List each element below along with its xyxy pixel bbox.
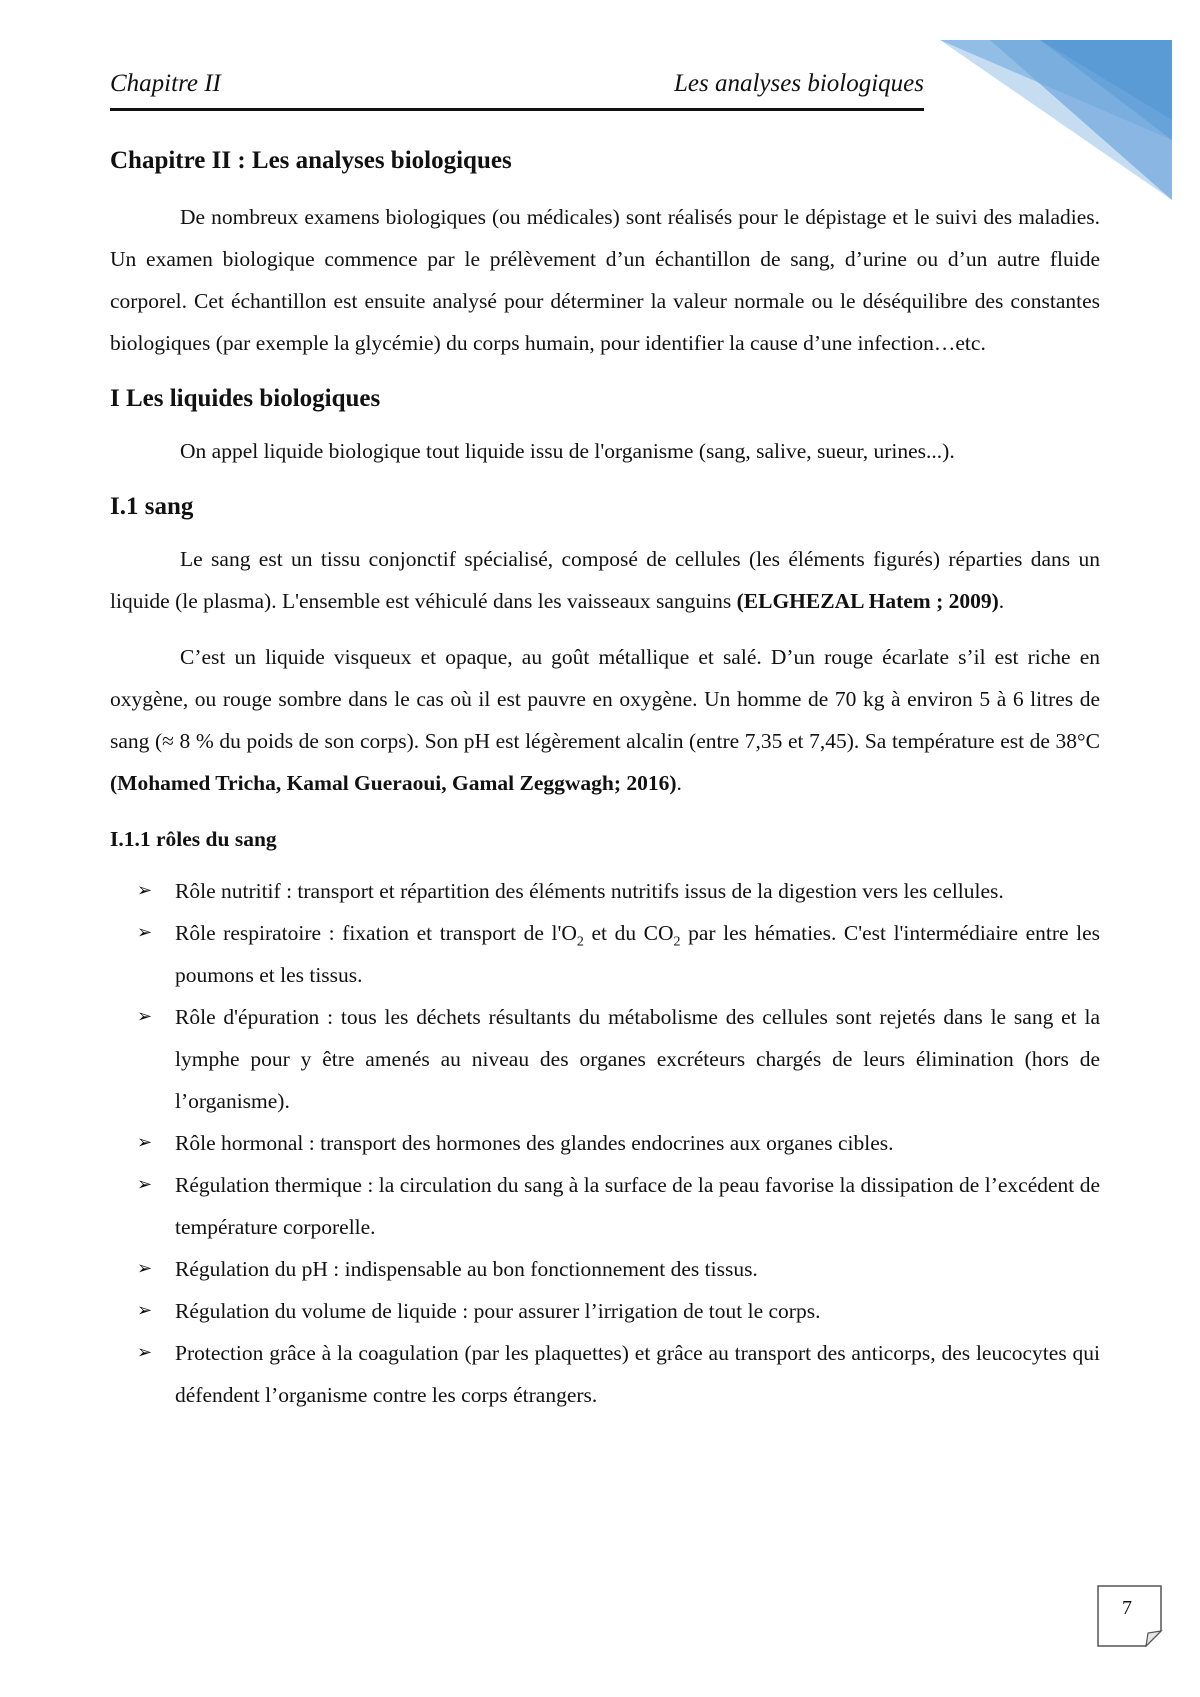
sang-p1-reference: (ELGHEZAL Hatem ; 2009): [736, 589, 999, 613]
intro-paragraph: De nombreux examens biologiques (ou médicales) sont réalisés pour le dépistage et le suivi des maladies. Un examen biologique commence par le prélèvement d’un échantillon de sang, d’urine ou d’un autre fluide corporel. Cet échantillon est ensuite analysé pour déterminer la valeur normale ou le déséquilibre des constantes biologiques (par exemple la glycémie) du corps humain, pour identifier la cause d’une infection…etc.: [110, 205, 1100, 355]
subscript: 2: [673, 934, 681, 950]
header-chapter: Chapitre II: [110, 70, 221, 97]
page-number: 7: [1122, 1597, 1132, 1619]
header-title: Les analyses biologiques: [674, 70, 924, 97]
list-item-text: par les hématies. C'est l'intermédiaire entre les poumons et les tissus.: [175, 921, 1101, 987]
arrow-bullet-icon: ➢: [137, 880, 153, 901]
sang-p1-end: .: [998, 589, 1005, 613]
arrow-bullet-icon: ➢: [137, 1258, 153, 1279]
list-item-text: Rôle respiratoire : fixation et transport de l'O: [175, 921, 577, 945]
arrow-bullet-icon: ➢: [137, 1342, 153, 1363]
roles-list: [110, 870, 1100, 1416]
sang-p2-reference: (Mohamed Tricha, Kamal Gueraoui, Gamal Zeggwagh; 2016): [110, 771, 677, 795]
list-item: [110, 1248, 1100, 1290]
list-item: [110, 870, 1100, 912]
list-item: [110, 1122, 1100, 1164]
subsection-heading-roles: I.1.1 rôles du sang: [110, 827, 277, 851]
list-item-text: Rôle d'épuration : tous les déchets résultants du métabolisme des cellules sont rejetés dans le sang et la lymphe pour y être amenés au niveau des organes excréteurs chargés de leurs élimination (hors de l’organisme).: [175, 1005, 1100, 1113]
list-item-text: Protection grâce à la coagulation (par les plaquettes) et grâce au transport des anticorps, des leucocytes qui défendent l’organisme contre les corps étrangers.: [175, 1341, 1100, 1407]
list-item-text: Régulation du pH : indispensable au bon fonctionnement des tissus.: [175, 1257, 758, 1281]
list-item: [110, 1164, 1100, 1248]
liquides-paragraph: On appel liquide biologique tout liquide issu de l'organisme (sang, salive, sueur, urines...).: [180, 439, 955, 463]
list-item: [110, 1332, 1100, 1416]
section-heading-sang: I.1 sang: [110, 493, 194, 520]
sang-p1-text: Le sang est un tissu conjonctif spécialisé, composé de cellules (les éléments figurés) réparties dans un liquide (le plasma). L'ensemble est véhiculé dans les vaisseaux sanguins: [110, 547, 1100, 613]
list-item-text: Régulation thermique : la circulation du sang à la surface de la peau favorise la dissipation de l’excédent de température corporelle.: [175, 1173, 1100, 1239]
arrow-bullet-icon: ➢: [137, 1300, 153, 1321]
sang-paragraph-2: [110, 636, 1100, 804]
sang-p2-text: C’est un liquide visqueux et opaque, au goût métallique et salé. D’un rouge écarlate s’il est riche en oxygène, ou rouge sombre dans le cas où il est pauvre en oxygène. Un homme de 70 kg à environ 5 à 6 litres de sang (≈ 8 % du poids de son corps). Son pH est légèrement alcalin (entre 7,35 et 7,45). Sa température est de 38°C: [110, 645, 1100, 753]
sang-p2-end: .: [676, 771, 682, 795]
arrow-bullet-icon: ➢: [137, 1132, 153, 1153]
chapter-title: Chapitre II : Les analyses biologiques: [110, 147, 512, 174]
sang-paragraph-1: [110, 538, 1100, 622]
list-item-text: et du CO: [583, 921, 674, 945]
list-item-text: Rôle hormonal : transport des hormones des glandes endocrines aux organes cibles.: [175, 1131, 894, 1155]
list-item: [110, 996, 1100, 1122]
subscript: 2: [576, 934, 584, 950]
arrow-bullet-icon: ➢: [137, 922, 153, 943]
list-item: [110, 1290, 1100, 1332]
list-item: [110, 912, 1100, 996]
page-header: [110, 66, 924, 111]
section-heading-liquides: I Les liquides biologiques: [110, 385, 381, 412]
page-number-box: [1097, 1585, 1163, 1647]
arrow-bullet-icon: ➢: [137, 1174, 153, 1195]
arrow-bullet-icon: ➢: [137, 1006, 153, 1027]
list-item-text: Régulation du volume de liquide : pour assurer l’irrigation de tout le corps.: [175, 1299, 821, 1323]
page-content: [110, 140, 1100, 1416]
list-item-text: Rôle nutritif : transport et répartition des éléments nutritifs issus de la digestion vers les cellules.: [175, 879, 1004, 903]
